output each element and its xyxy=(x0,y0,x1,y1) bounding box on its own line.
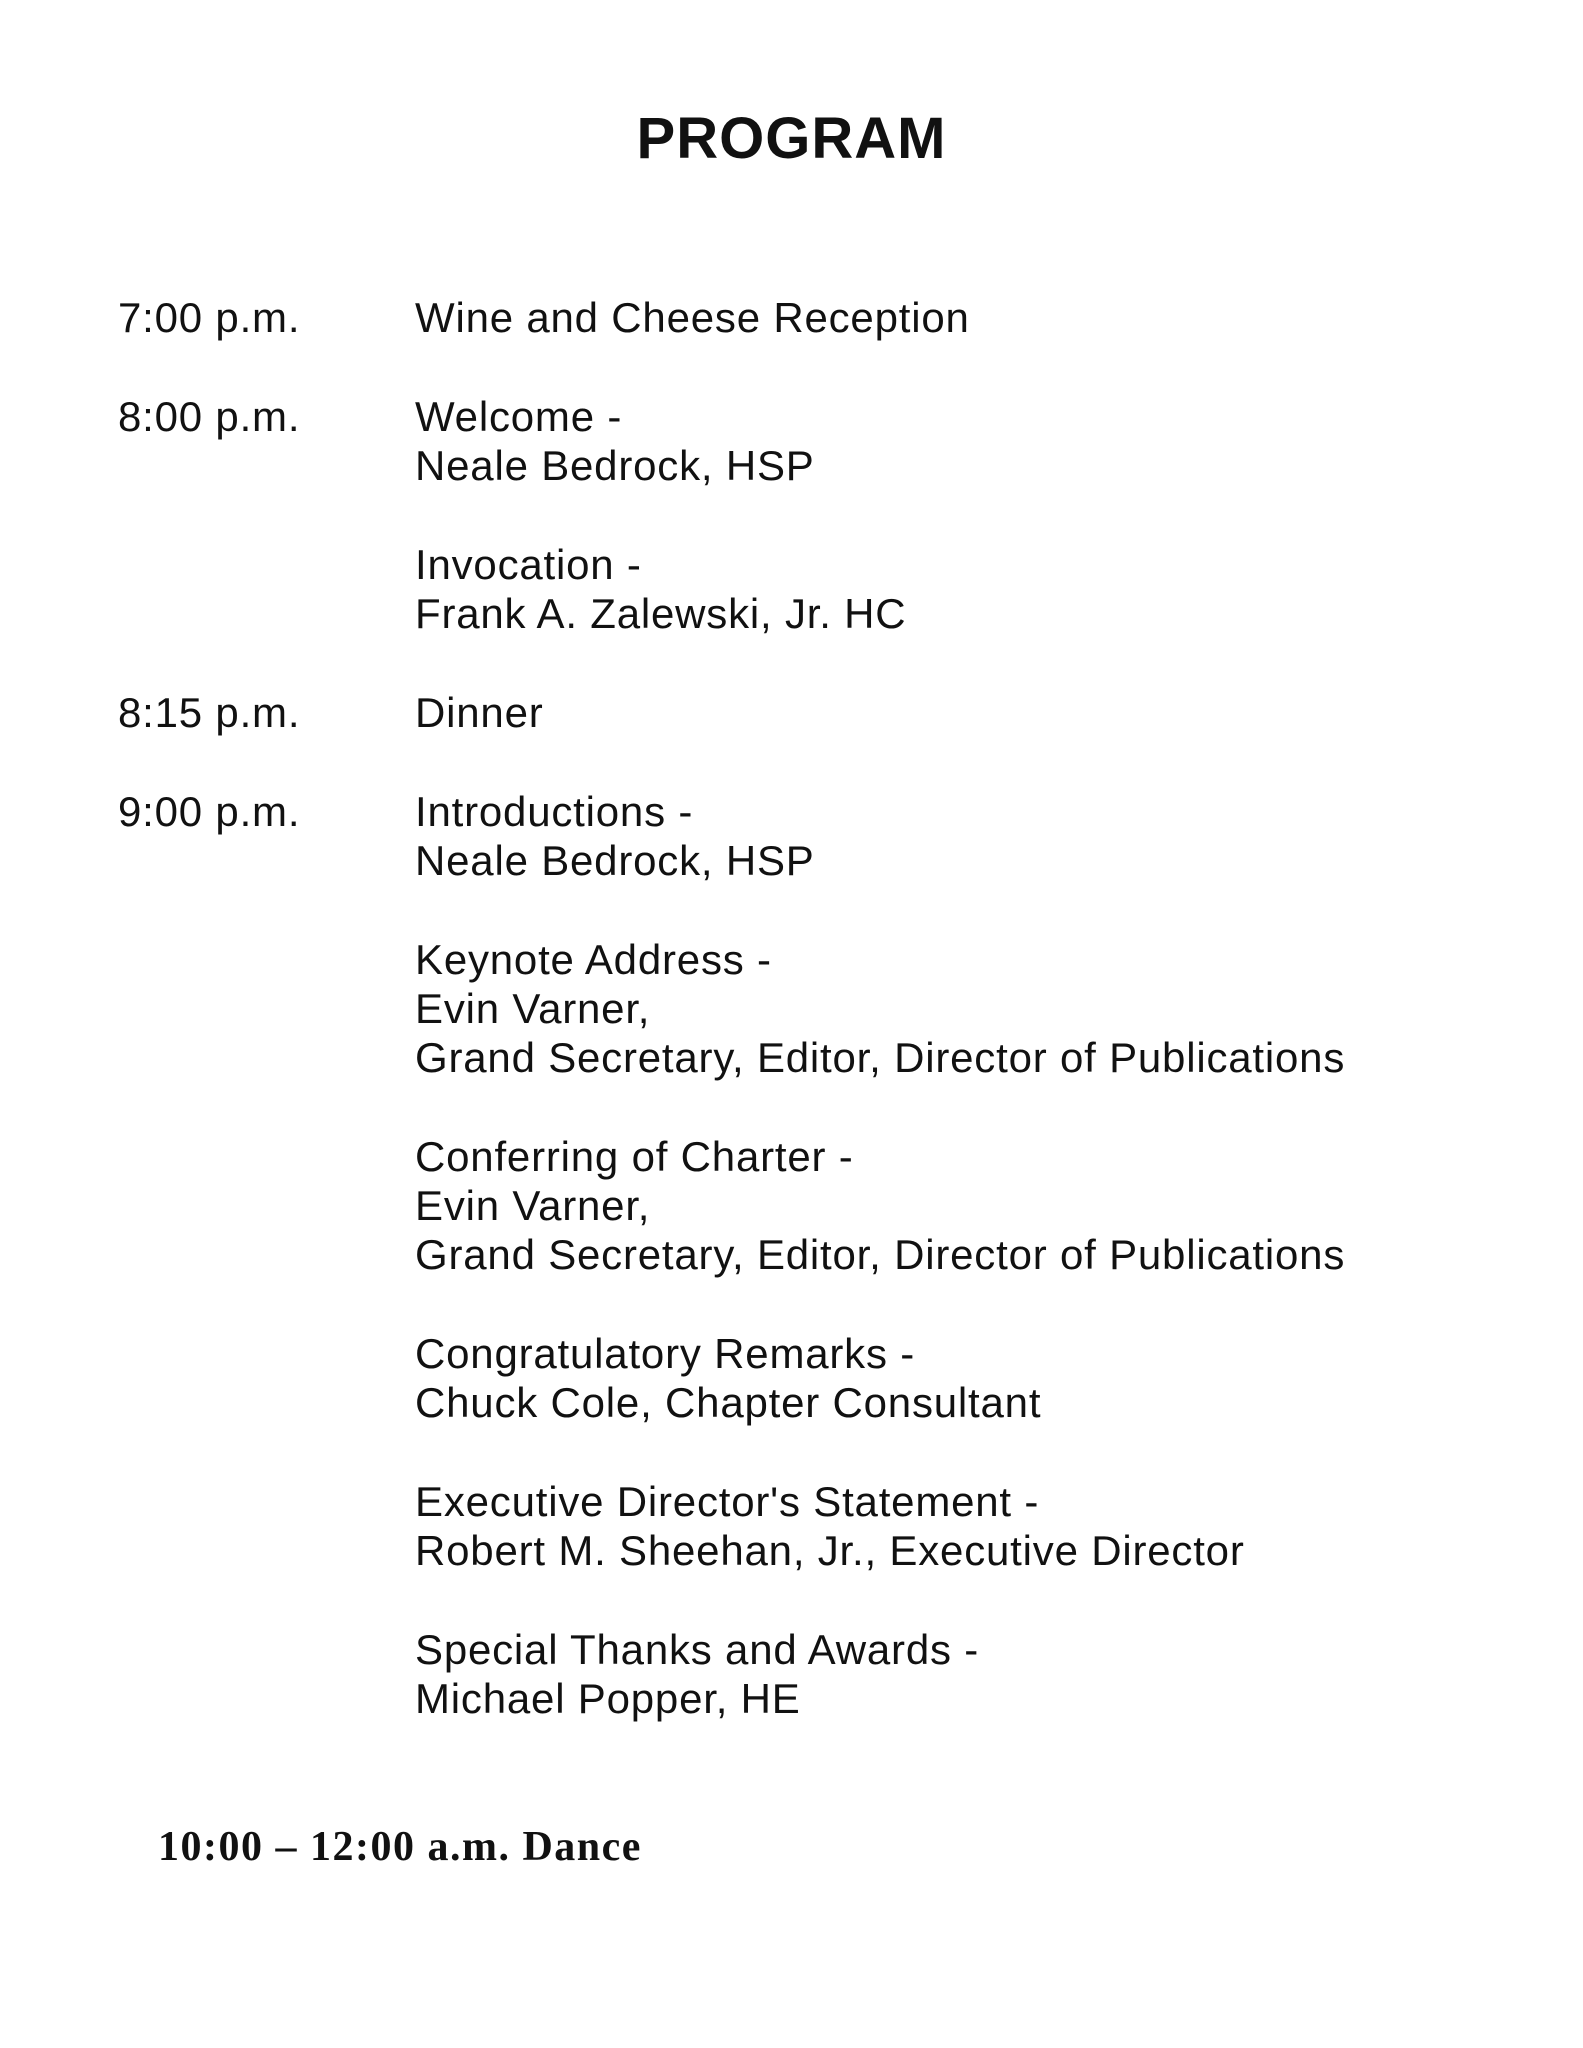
event-title: Dinner xyxy=(415,689,544,736)
event-speaker: Evin Varner, xyxy=(415,1182,651,1229)
event-speaker: Chuck Cole, Chapter Consultant xyxy=(415,1379,1042,1426)
event-title: Executive Director's Statement - xyxy=(415,1478,1040,1525)
event-speaker-title: Grand Secretary, Editor, Director of Publications xyxy=(415,1034,1346,1081)
event-speaker: Robert M. Sheehan, Jr., Executive Director xyxy=(415,1527,1245,1574)
event-title: Invocation - xyxy=(415,541,642,588)
event-speaker: Neale Bedrock, HSP xyxy=(415,837,815,884)
event-speaker: Frank A. Zalewski, Jr. HC xyxy=(415,590,907,637)
dance-line: 10:00 – 12:00 a.m. Dance xyxy=(158,1824,642,1870)
page-title: PROGRAM xyxy=(636,106,947,171)
schedule-time: 9:00 p.m. xyxy=(118,788,301,835)
schedule-time: 7:00 p.m. xyxy=(118,294,301,341)
schedule-time: 8:15 p.m. xyxy=(118,689,301,736)
event-title: Wine and Cheese Reception xyxy=(415,294,970,341)
event-speaker-title: Grand Secretary, Editor, Director of Publications xyxy=(415,1231,1346,1278)
event-title: Welcome - xyxy=(415,393,623,440)
event-title: Introductions - xyxy=(415,788,694,835)
event-title: Special Thanks and Awards - xyxy=(415,1626,980,1673)
event-title: Keynote Address - xyxy=(415,936,772,983)
event-speaker: Evin Varner, xyxy=(415,985,651,1032)
event-title: Congratulatory Remarks - xyxy=(415,1330,916,1377)
event-title: Conferring of Charter - xyxy=(415,1133,854,1180)
event-speaker: Neale Bedrock, HSP xyxy=(415,442,815,489)
schedule-time: 8:00 p.m. xyxy=(118,393,301,440)
event-speaker: Michael Popper, HE xyxy=(415,1675,801,1722)
